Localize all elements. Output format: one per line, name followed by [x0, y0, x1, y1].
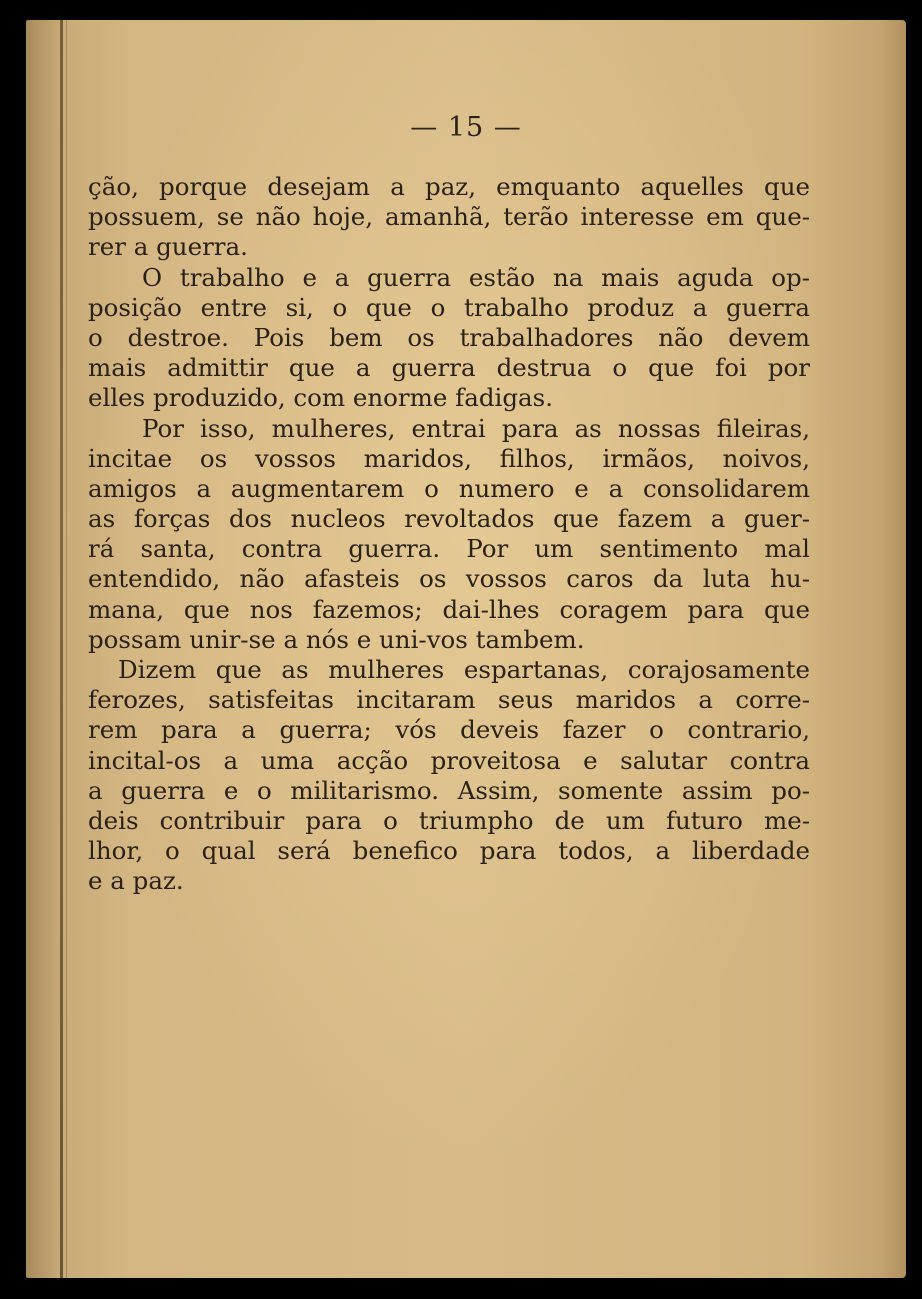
text-line: lhor, o qual será benefico para todos, a liberdade — [88, 836, 810, 866]
text-line: rer a guerra. — [88, 232, 248, 262]
text-line: entendido, não afasteis os vossos caros da luta hu- — [88, 564, 810, 594]
text-line: ção, porque desejam a paz, emquanto aquelles que — [88, 172, 810, 201]
text-line: incital-os a uma acção proveitosa e salutar contra — [88, 745, 810, 775]
book-page — [26, 20, 906, 1278]
text-line: possam unir-se a nós e uni-vos tambem. — [88, 624, 585, 654]
paragraph-start-line: O trabalho e a guerra estão na mais aguda op- — [142, 262, 810, 292]
text-line: ferozes, satisfeitas incitaram seus maridos a corre- — [88, 685, 810, 715]
text-line: incitae os vossos maridos, filhos, irmãos, noivos, — [88, 443, 810, 473]
text-line: deis contribuir para o triumpho de um futuro me- — [88, 805, 810, 835]
text-line: elles produzido, com enorme fadigas. — [88, 383, 553, 413]
text-line: possuem, se não hoje, amanhã, terão interesse em que- — [88, 202, 810, 232]
text-line: as forças dos nucleos revoltados que fazem a guer- — [88, 504, 810, 534]
page-number: — 15 — — [410, 112, 522, 143]
text-line: o destroe. Pois bem os trabalhadores não devem — [88, 322, 810, 352]
text-line: amigos a augmentarem o numero e a consolidarem — [88, 473, 810, 503]
page-spine-edge — [60, 20, 63, 1278]
page-spine-edge-inner — [66, 20, 67, 1278]
body-text — [88, 172, 810, 897]
text-line: e a paz. — [88, 866, 184, 896]
text-line: mana, que nos fazemos; dai-lhes coragem para que — [88, 594, 810, 624]
paragraph-start-line: Dizem que as mulheres espartanas, corajosamente — [118, 655, 810, 684]
text-line: rem para a guerra; vós deveis fazer o contrario, — [88, 715, 810, 745]
text-line: mais admittir que a guerra destrua o que foi por — [88, 353, 810, 383]
text-line: posição entre si, o que o trabalho produz a guerra — [88, 292, 810, 322]
paragraph-start-line: Por isso, mulheres, entrai para as nossas fileiras, — [142, 413, 810, 443]
text-line: a guerra e o militarismo. Assim, somente assim po- — [88, 775, 810, 805]
text-line: rá santa, contra guerra. Por um sentimento mal — [88, 534, 810, 564]
